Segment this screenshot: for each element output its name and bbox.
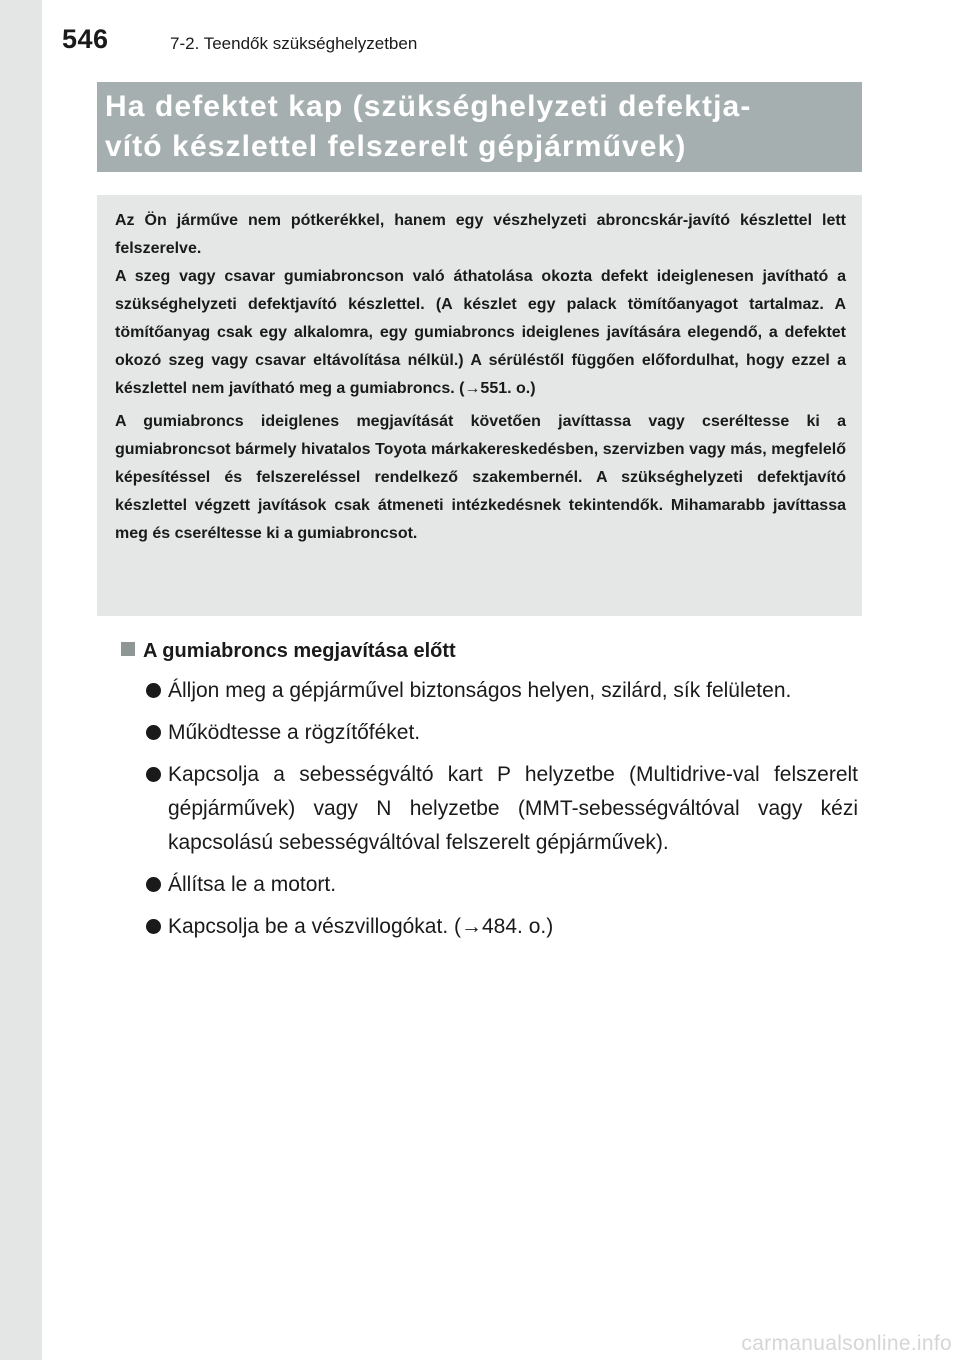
bullet-dot-icon xyxy=(146,919,161,934)
list-item xyxy=(146,868,858,902)
list-item-text: Működtesse a rögzítőféket. xyxy=(168,721,421,744)
bullet-list xyxy=(146,674,858,952)
list-item xyxy=(146,910,858,944)
list-item xyxy=(146,758,858,860)
info-paragraph: Az Ön járműve nem pótkerékkel, hanem egy vészhelyzeti abroncskár-javító készlettel lett felszerelve. xyxy=(115,212,846,257)
info-box xyxy=(97,195,862,616)
section-title: 7-2. Teendők szükséghelyzetben xyxy=(170,34,418,53)
watermark: carmanualsonline.info xyxy=(741,1332,952,1355)
title-line-1: Ha defektet kap (szükséghelyzeti defektja- xyxy=(105,90,752,123)
info-paragraph: A gumiabroncs ideiglenes megjavítását követően javíttassa vagy cseréltesse ki a gumiabroncsot bármely hivatalos Toyota márkakereskedésben, szervizben vagy más, megfelelő képesítéssel és felszereléssel rendelkező szakembernél. A szükséghelyzeti defektjavító készlettel végzett javítások csak átmeneti intézkedésnek tekintendők. Mihamarabb javíttassa meg és cseréltesse ki a gumiabroncsot. xyxy=(115,413,846,542)
list-item-text: Álljon meg a gépjárművel biztonságos helyen, szilárd, sík felületen. xyxy=(168,679,792,702)
bullet-dot-icon xyxy=(146,725,161,740)
bullet-dot-icon xyxy=(146,767,161,782)
page-number: 546 xyxy=(62,24,109,54)
section-heading xyxy=(121,640,456,663)
list-item-text: Kapcsolja a sebességváltó kart P helyzetbe (Multidrive-val felszerelt gépjárművek) vagy N helyzetbe (MMT-sebességváltóval vagy kézi kapcsolású sebességváltóval felszerelt gépjárművek). xyxy=(168,763,858,854)
title-banner xyxy=(97,82,862,172)
list-item xyxy=(146,674,858,708)
list-item xyxy=(146,716,858,750)
side-strip xyxy=(0,0,42,1360)
bullet-dot-icon xyxy=(146,877,161,892)
section-heading-text: A gumiabroncs megjavítása előtt xyxy=(143,640,456,662)
list-item-text: Állítsa le a motort. xyxy=(168,873,337,896)
square-bullet-icon xyxy=(121,642,135,656)
info-paragraph: A szeg vagy csavar gumiabroncson való áthatolása okozta defekt ideiglenesen javítható a szükséghelyzeti defektjavító készlettel. (A készlet egy palack tömítőanyagot tartalmaz. A tömítőanyag csak egy alkalomra, egy gumiabroncs ideiglenes javítására elegendő, a defektet okozó szeg vagy csavar eltávolítása nélkül.) A sérüléstől függően előfordulhat, hogy ezzel a készlettel nem javítható meg a gumiabroncs. (→551. o.) xyxy=(115,268,846,397)
bullet-dot-icon xyxy=(146,683,161,698)
list-item-text: Kapcsolja be a vészvillogókat. (→484. o.) xyxy=(168,915,554,938)
title-line-2: vító készlettel felszerelt gépjárművek) xyxy=(105,130,687,163)
